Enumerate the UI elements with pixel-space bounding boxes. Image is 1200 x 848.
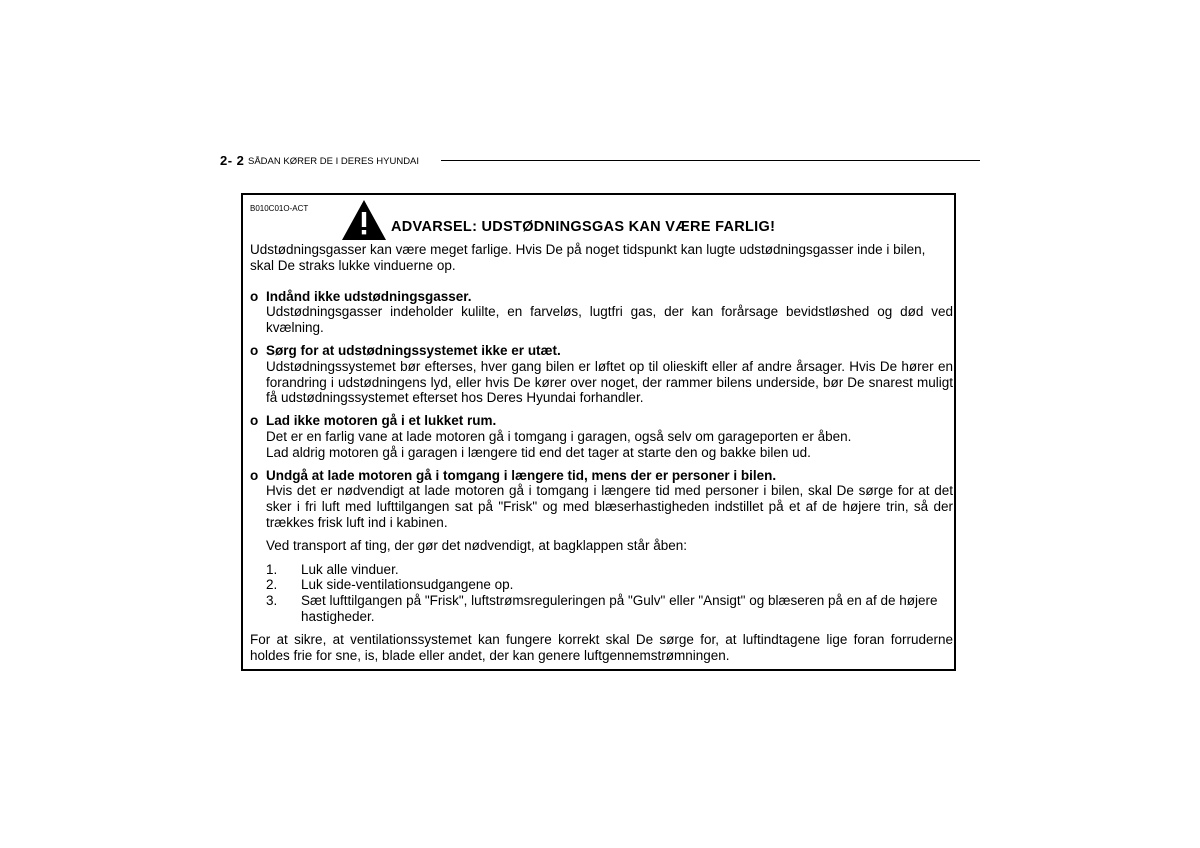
- bullet-marker: o: [250, 342, 259, 358]
- step-number: 2.: [266, 577, 278, 593]
- list-item: [266, 593, 953, 625]
- bullet-body: Det er en farlig vane at lade motoren gå i tomgang i garagen, også selv om garageporten er åben.: [266, 428, 852, 444]
- list-item: [250, 468, 953, 531]
- warning-title: ADVARSEL: UDSTØDNINGSGAS KAN VÆRE FARLIG!: [391, 219, 776, 235]
- list-item: [250, 289, 953, 336]
- step-text: Luk alle vinduer.: [301, 561, 399, 577]
- step-text: Sæt lufttilgangen på "Frisk", luftstrømsreguleringen på "Gulv" eller "Ansigt" og blæseren på en af de højere hastigheder.: [301, 593, 938, 624]
- page-header: [220, 153, 980, 169]
- bullet-heading: Indånd ikke udstødningsgasser.: [266, 288, 472, 304]
- steps-list: [250, 562, 953, 625]
- list-item: [266, 562, 953, 578]
- list-item: [250, 343, 953, 406]
- bullet-body: Udstødningsgasser indeholder kulilte, en farveløs, lugtfri gas, der kan forårsage bevidstløshed og død ved kvælning.: [266, 304, 953, 336]
- section-title: SÅDAN KØRER DE I DERES HYUNDAI: [248, 156, 420, 167]
- page-number: 2- 2: [220, 153, 245, 168]
- step-text: Luk side-ventilationsudgangene op.: [301, 577, 514, 593]
- bullet-heading: Lad ikke motoren gå i et lukket rum.: [266, 413, 497, 429]
- transport-note: Ved transport af ting, der gør det nødvendigt, at bagklappen står åben:: [266, 537, 688, 553]
- bullet-body: Hvis det er nødvendigt at lade motoren gå i tomgang i længere tid med personer i bilen, skal De sørge for at det sker i fri luft med lufttilgangen sat på "Frisk" og med blæserhastigheden indstillet på et af de højere trin, så der trækkes frisk luft ind i kabinen.: [266, 483, 953, 530]
- bullet-marker: o: [250, 413, 259, 429]
- warning-triangle-icon: [341, 199, 387, 241]
- list-item: [250, 413, 953, 460]
- list-item: [266, 577, 953, 593]
- bullet-marker: o: [250, 288, 259, 304]
- warning-box: [241, 193, 956, 671]
- closing-paragraph: For at sikre, at ventilationssystemet kan fungere korrekt skal De sørge for, at luftindtagene lige foran forruderne holdes frie for sne, is, blade eller andet, der kan genere luftgennemstrømningen.: [250, 631, 953, 663]
- bullet-heading: Undgå at lade motoren gå i tomgang i længere tid, mens der er personer i bilen.: [266, 467, 777, 483]
- header-divider: [441, 160, 980, 161]
- bullet-body: Udstødningssystemet bør efterses, hver gang bilen er løftet op til olieskift eller af andre årsager. Hvis De hører en forandring i udstødningens lyd, eller hvis De kører over noget, der rammer bilens underside, bør De snarest muligt få udstødningssystemet efterset hos Deres Hyundai forhandler.: [266, 358, 953, 406]
- warning-content: [250, 242, 953, 663]
- reference-code: B010C01O-ACT: [250, 204, 309, 213]
- step-number: 1.: [266, 561, 278, 577]
- bullet-marker: o: [250, 467, 259, 483]
- step-number: 3.: [266, 593, 278, 609]
- warning-intro: Udstødningsgasser kan være meget farlige. Hvis De på noget tidspunkt kan lugte udstødningsgasser inde i bilen, skal De straks lukke vinduerne op.: [250, 242, 926, 273]
- bullet-body-continued: Lad aldrig motoren gå i garagen i længere tid end det tager at starte den og bakke bilen ud.: [266, 444, 811, 460]
- bullet-heading: Sørg for at udstødningssystemet ikke er utæt.: [266, 342, 561, 358]
